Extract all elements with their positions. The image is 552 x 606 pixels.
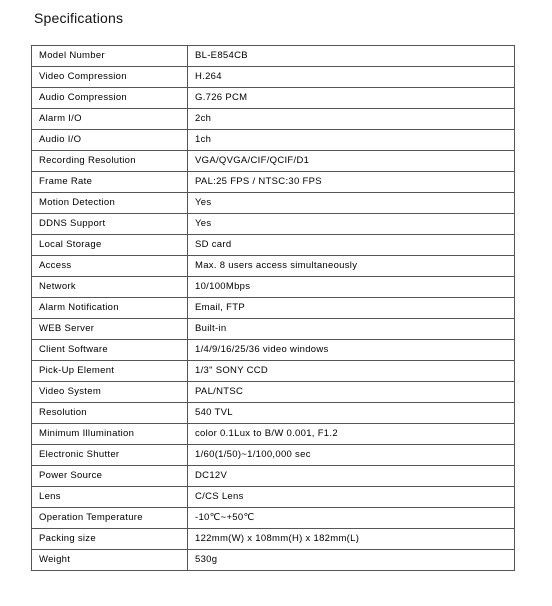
table-row [32, 130, 515, 151]
spec-value: 1/4/9/16/25/36 video windows [188, 340, 515, 361]
spec-label: Minimum Illumination [32, 424, 188, 445]
table-row [32, 445, 515, 466]
spec-label: DDNS Support [32, 214, 188, 235]
table-row [32, 298, 515, 319]
table-row [32, 172, 515, 193]
spec-value: 122mm(W) x 108mm(H) x 182mm(L) [188, 529, 515, 550]
table-row [32, 529, 515, 550]
table-row [32, 361, 515, 382]
table-row [32, 235, 515, 256]
spec-label: Electronic Shutter [32, 445, 188, 466]
spec-value: Max. 8 users access simultaneously [188, 256, 515, 277]
table-row [32, 424, 515, 445]
spec-label: Audio I/O [32, 130, 188, 151]
spec-label: Audio Compression [32, 88, 188, 109]
table-row [32, 550, 515, 571]
spec-value: SD card [188, 235, 515, 256]
spec-label: Model Number [32, 46, 188, 67]
table-row [32, 382, 515, 403]
spec-value: Yes [188, 193, 515, 214]
table-row [32, 67, 515, 88]
table-row [32, 256, 515, 277]
spec-label: Packing size [32, 529, 188, 550]
spec-label: Client Software [32, 340, 188, 361]
spec-value: 540 TVL [188, 403, 515, 424]
spec-label: WEB Server [32, 319, 188, 340]
spec-label: Frame Rate [32, 172, 188, 193]
table-row [32, 319, 515, 340]
page-title: Specifications [34, 10, 124, 26]
table-row [32, 214, 515, 235]
table-row [32, 88, 515, 109]
spec-value: Email, FTP [188, 298, 515, 319]
table-row [32, 403, 515, 424]
spec-value: G.726 PCM [188, 88, 515, 109]
spec-label: Motion Detection [32, 193, 188, 214]
specifications-table-body [32, 46, 515, 571]
table-row [32, 193, 515, 214]
spec-value: DC12V [188, 466, 515, 487]
spec-label: Alarm Notification [32, 298, 188, 319]
spec-value: VGA/QVGA/CIF/QCIF/D1 [188, 151, 515, 172]
spec-label: Local Storage [32, 235, 188, 256]
spec-label: Resolution [32, 403, 188, 424]
spec-label: Video System [32, 382, 188, 403]
spec-value: 1/60(1/50)~1/100,000 sec [188, 445, 515, 466]
spec-value: Built-in [188, 319, 515, 340]
spec-label: Video Compression [32, 67, 188, 88]
spec-label: Network [32, 277, 188, 298]
spec-value: color 0.1Lux to B/W 0.001, F1.2 [188, 424, 515, 445]
table-row [32, 466, 515, 487]
specifications-table [31, 45, 515, 571]
table-row [32, 277, 515, 298]
table-row [32, 340, 515, 361]
spec-value: BL-E854CB [188, 46, 515, 67]
spec-value: C/CS Lens [188, 487, 515, 508]
table-row [32, 109, 515, 130]
spec-label: Weight [32, 550, 188, 571]
spec-value: 1/3" SONY CCD [188, 361, 515, 382]
spec-value: 1ch [188, 130, 515, 151]
spec-label: Power Source [32, 466, 188, 487]
spec-value: 2ch [188, 109, 515, 130]
spec-value: H.264 [188, 67, 515, 88]
spec-label: Recording Resolution [32, 151, 188, 172]
table-row [32, 508, 515, 529]
spec-value: Yes [188, 214, 515, 235]
table-row [32, 487, 515, 508]
spec-value: 530g [188, 550, 515, 571]
spec-value: -10℃~+50℃ [188, 508, 515, 529]
table-row [32, 46, 515, 67]
spec-label: Alarm I/O [32, 109, 188, 130]
spec-value: PAL/NTSC [188, 382, 515, 403]
spec-value: PAL:25 FPS / NTSC:30 FPS [188, 172, 515, 193]
spec-value: 10/100Mbps [188, 277, 515, 298]
spec-label: Lens [32, 487, 188, 508]
spec-label: Access [32, 256, 188, 277]
table-row [32, 151, 515, 172]
spec-label: Operation Temperature [32, 508, 188, 529]
spec-label: Pick-Up Element [32, 361, 188, 382]
